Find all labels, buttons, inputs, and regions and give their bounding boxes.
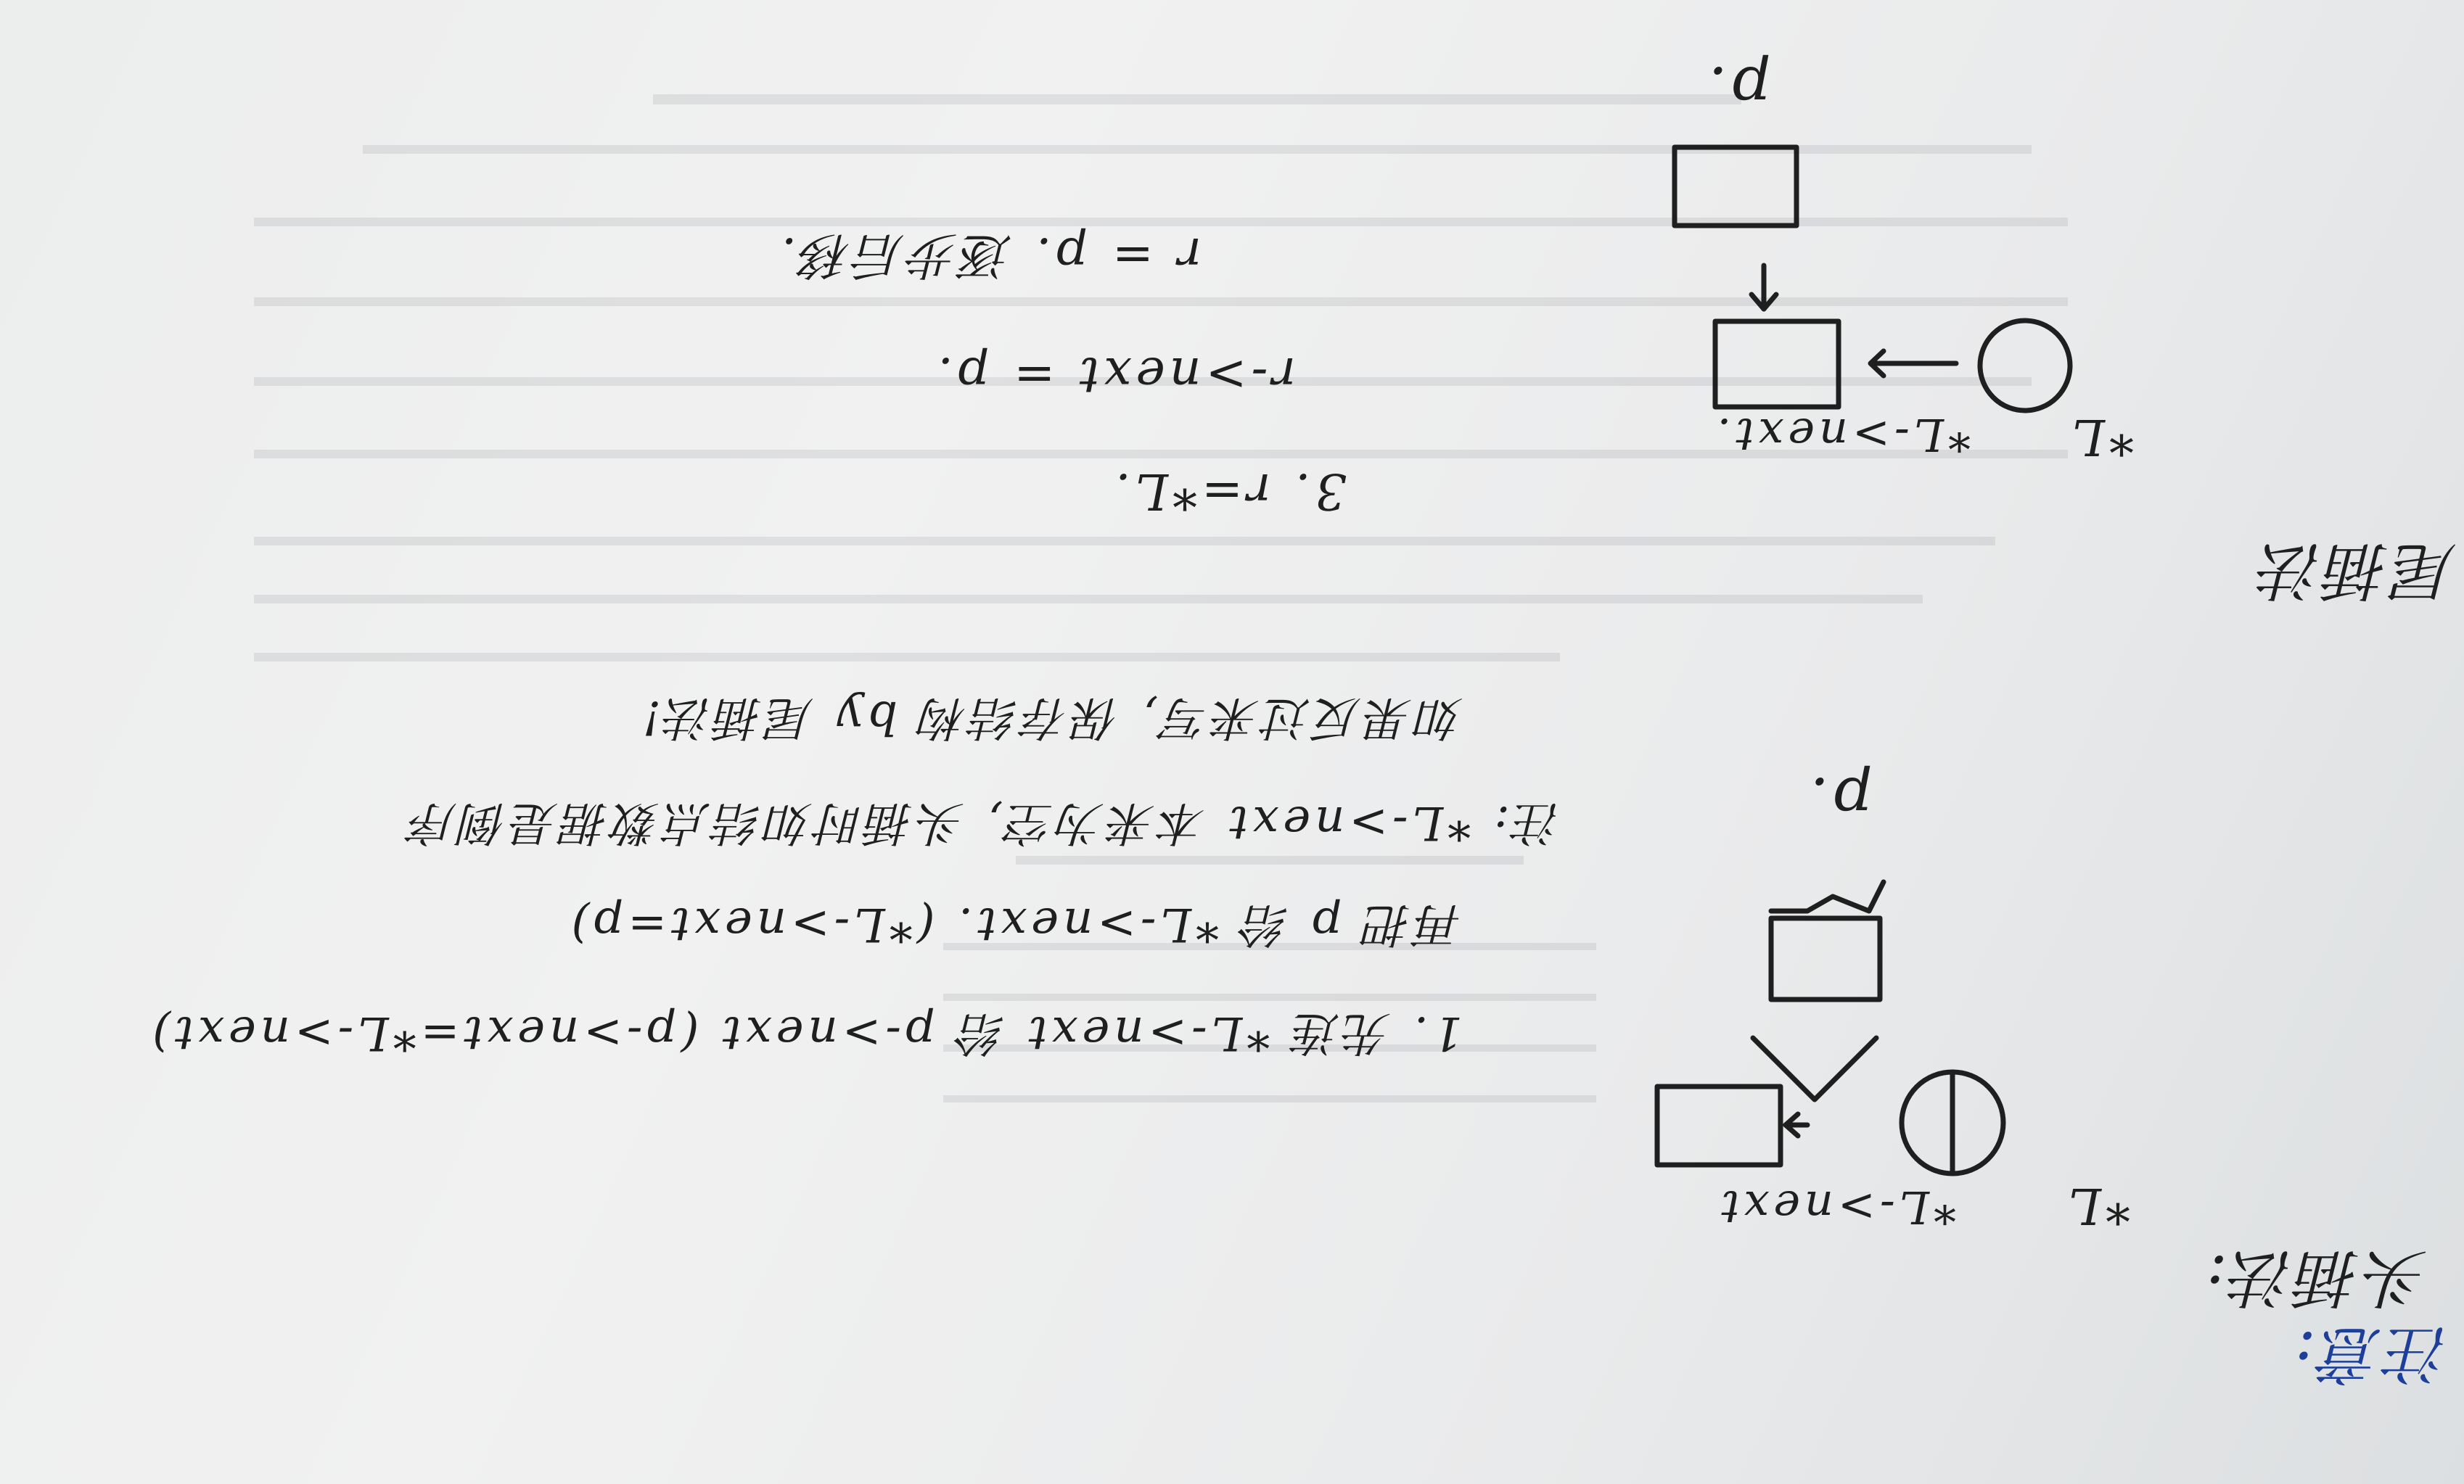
tail-link-arrow bbox=[1870, 351, 1956, 376]
tail-next-box bbox=[1715, 321, 1839, 407]
head-insertion-step2: 再把 p 给 *L->next. (*L->next=p) bbox=[567, 897, 1463, 951]
tail-insertion-head-label: *L bbox=[2067, 408, 2134, 465]
tail-down-arrow bbox=[1752, 265, 1776, 309]
tail-insertion-step3: 3. r=*L. bbox=[1111, 462, 1347, 519]
tail-insertion-step5: r = p. 逐步后移. bbox=[776, 226, 1202, 284]
head-insertion-head-label: *L bbox=[2063, 1176, 2130, 1234]
tail-insertion-p-label: p. bbox=[1704, 53, 1771, 124]
tail-insertion-title: 尾插法 bbox=[2256, 534, 2457, 606]
tail-insertion-next-label: *L->next. bbox=[1712, 408, 1971, 461]
head-insertion-note: 注: *L->next 本来为空, 头插时如结点数据是倒序 bbox=[406, 796, 1561, 849]
head-insertion-next-label: *L->next bbox=[1717, 1181, 1956, 1234]
head-insertion-step1: 1. 先连 *L->next 给 p->next (p->next=*L->next) bbox=[148, 1006, 1463, 1060]
head-insertion-title: 头插法: bbox=[2202, 1241, 2428, 1314]
tail-insertion-step4: r->next = p. bbox=[933, 346, 1296, 403]
head-insertion-p-label: p. bbox=[1805, 764, 1873, 835]
margin-note-zhuyi: 注意: bbox=[2291, 1317, 2449, 1390]
head-insertion-note2: 如果反过来写, 保存结构 by 尾插法! bbox=[638, 691, 1463, 744]
tail-p-box bbox=[1675, 147, 1796, 226]
